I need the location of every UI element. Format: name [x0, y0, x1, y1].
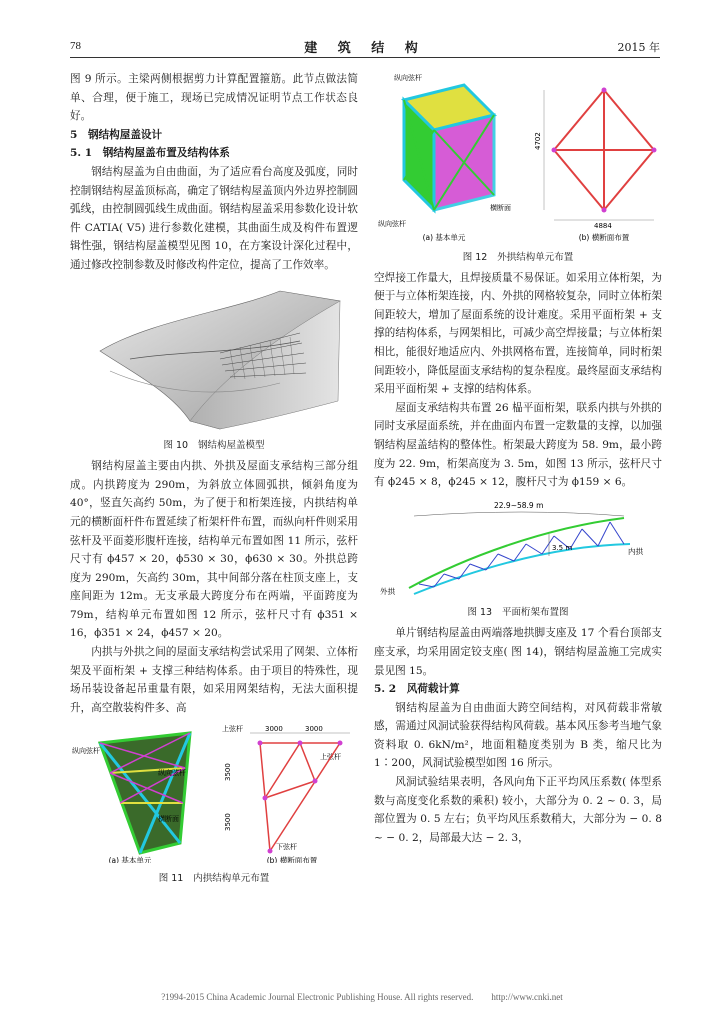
dimension: 4702 — [534, 132, 542, 150]
year: 2015 年 — [617, 41, 660, 54]
subfigure-label: (b) 横断面布置 — [578, 233, 630, 242]
figure-10 — [70, 281, 358, 454]
dimension: 3500 — [224, 813, 232, 832]
label: 上弦杆 — [320, 753, 341, 762]
label: 横断面 — [158, 815, 179, 824]
figure-13 — [374, 498, 662, 621]
section-heading: 5 钢结构屋盖设计 — [70, 128, 163, 141]
figure-12 — [374, 70, 662, 265]
subfigure-label: (a) 基本单元 — [422, 233, 466, 242]
paragraph: 内拱与外拱之间的屋面支承结构尝试采用了网架、立体桁架及平面桁架 + 支撑三种结构体系。由于项目的特殊性，现场吊装设备起吊重量有限，如采用网架结构，无法大面积提升，高空散装构件多、高 — [70, 646, 358, 714]
label: 下弦杆 — [276, 843, 297, 852]
page-header — [70, 36, 660, 58]
paragraph: 风洞试验结果表明，各风向角下正平均风压系数( 体型系数与高度变化系数的乘积) 较小，大部分为 0. 2 ~ 0. 3，局部位置为 0. 5 左右；负平均风压系数稍大，大部分为 − 0. 8 ~ − 0. 2，局部最大达 − 2. 3， — [374, 776, 662, 844]
figure-caption-text: 外拱结构单元布置 — [497, 251, 574, 263]
label: 纵向弦杆 — [72, 747, 100, 756]
plane-truss-diagram — [374, 498, 662, 598]
left-column — [70, 70, 358, 890]
paragraph: 图 9 所示。主梁两侧根据剪力计算配置箍筋。此节点做法简单、合理，便于施工，现场已完成情况证明节点工作状态良好。 — [70, 73, 358, 123]
copyright-footer: ?1994-2015 China Academic Journal Electronic Publishing House. All rights reserved. http://www.cnki.net — [161, 992, 563, 1002]
figure-caption-text: 平面桁架布置图 — [502, 607, 569, 619]
paragraph: 屋面支承结构共布置 26 榀平面桁架，联系内拱与外拱的同时支承屋面系统，并在曲面内布置一定数量的支撑，以加强钢结构屋盖结构的整体性。桁架最大跨度为 58. 9m，最小跨度为 22. 9m，桁架高度为 3. 5m，如图 13 所示，弦杆尺寸有 ϕ245 × 8，ϕ245 × 12，腹杆尺寸为 ϕ159 × 6。 — [374, 401, 662, 489]
outer-arch-unit-diagram — [374, 70, 662, 242]
journal-title: 建 筑 结 构 — [304, 41, 426, 56]
dimension: 3000 — [265, 725, 283, 734]
figure-11 — [70, 723, 358, 886]
dimension: 4884 — [594, 222, 612, 230]
label: 上弦杆 — [222, 725, 243, 734]
subsection-heading: 5. 2 风荷载计算 — [374, 683, 460, 696]
paragraph: 钢结构屋盖为自由曲面大跨空间结构，对风荷载非常敏感，需通过风洞试验获得结构风荷载。基本风压参考当地气象资料取 0. 6kN/m²，地面粗糙度类别为 B 类，缩尺比为 1∶200，风洞试验模型如图 16 所示。 — [374, 701, 662, 770]
figure-caption-text: 内拱结构单元布置 — [193, 873, 270, 885]
label: 内拱 — [628, 546, 643, 556]
figure-caption — [70, 439, 358, 453]
figure-caption — [374, 606, 662, 620]
paragraph: 单片钢结构屋盖由两端落地拱脚支座及 17 个看台顶部支座支承，均采用固定铰支座( 图 14)，钢结构屋盖施工完成实景见图 15。 — [374, 627, 662, 677]
figure-number: 图 12 — [462, 251, 488, 263]
subsection-heading: 5. 1 钢结构屋盖布置及结构体系 — [70, 147, 230, 160]
roof-model-image — [70, 281, 358, 431]
paragraph: 钢结构屋盖主要由内拱、外拱及屋面支承结构三部分组成。内拱跨度为 290m，为斜放立体圆弧拱，倾斜角度为 40°，竖直矢高约 50m，为了便于和桁架连接，内拱结构单元的横断面杆件布置延续了桁架杆件布置，而纵向杆件则采用弦杆及平面菱形腹杆连接，结构单元布置如图 11 所示，弦杆尺寸有 ϕ457 × 20，ϕ530 × 30，ϕ630 × 30。外拱总跨度为 290m，矢高约 30m，其中间部分落在柱顶支座上，支座间距为 12m。无支承最大跨度分布在两端，平面跨度为 79m，结构单元布置如图 12 所示，弦杆尺寸有 ϕ351 × 16，ϕ351 × 24，ϕ457 × 20。 — [70, 460, 358, 640]
right-column — [374, 70, 662, 847]
dimension: 22.9~58.9 m — [494, 500, 544, 510]
label: 横断面 — [490, 204, 511, 212]
label: 外拱 — [380, 586, 395, 596]
label: 纵向弦杆 — [158, 769, 186, 778]
label: 纵向弦杆 — [378, 220, 406, 228]
figure-caption — [374, 251, 662, 265]
dimension: 3000 — [305, 725, 323, 734]
subfigure-label: (a) 基本单元 — [108, 856, 152, 864]
figure-caption — [70, 872, 358, 886]
figure-number: 图 13 — [467, 607, 493, 619]
subfigure-label: (b) 横断面布置 — [266, 856, 318, 864]
figure-number: 图 11 — [158, 873, 184, 885]
paragraph: 空焊接工作量大，且焊接质量不易保证。如采用立体桁架，为便于与立体桁架连接，内、外拱的网格较复杂，同时立体桁架间距较大，增加了屋面系统的设计难度。采用平面桁架 + 支撑的结构体系，与网架相比，可减少高空焊接量；与立体桁架相比，能很好地适应内、外拱网格布置，连接简单，同时桁架间距较小，降低屋面支承结构的复杂程度。最终屋面支承结构采用平面桁架 + 支撑的结构体系。 — [374, 271, 662, 396]
figure-number: 图 10 — [163, 440, 189, 452]
inner-arch-unit-diagram — [70, 723, 358, 863]
label: 纵向弦杆 — [394, 74, 422, 82]
dimension: 3500 — [224, 763, 232, 782]
page-number: 78 — [70, 40, 81, 52]
figure-caption-text: 钢结构屋盖模型 — [198, 440, 265, 452]
paragraph: 钢结构屋盖为自由曲面，为了适应看台高度及弧度，同时控制钢结构屋盖顶标高，确定了钢结构屋盖顶内外边界控制圆弧线，由控制圆弧线生成曲面。钢结构屋盖采用参数化设计软件 CATIA( V5) 进行参数化建模，其曲面生成及构件布置逻辑性强，钢结构屋盖模型见图 10，在方案设计深化过程中，通过修改控制参数及时修改构件定位，提高了工作效率。 — [70, 165, 358, 271]
dimension: 3.5 m — [552, 543, 573, 552]
